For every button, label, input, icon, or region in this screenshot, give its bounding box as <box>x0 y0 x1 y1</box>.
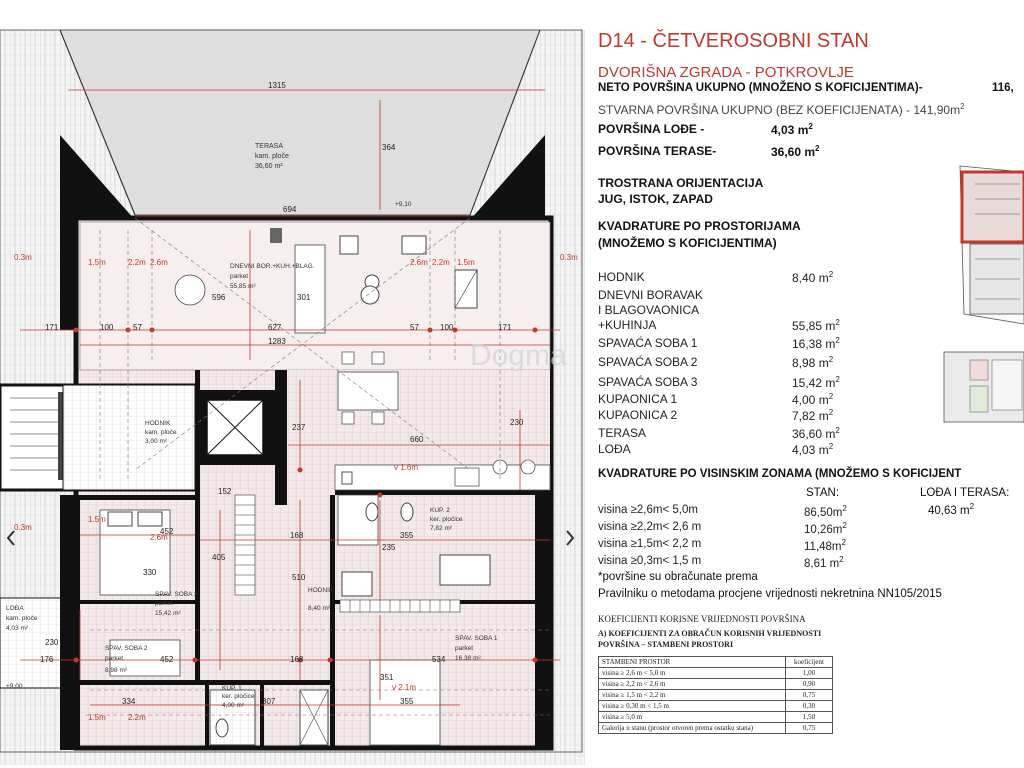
label-soba1: SPAV. SOBA 1 <box>455 635 498 642</box>
height-03c: 0.3m <box>14 523 32 532</box>
dim-351: 351 <box>380 673 394 682</box>
dim-57b: 57 <box>410 323 419 332</box>
room-row: TERASA 36,60 $m^2$ <box>598 426 840 441</box>
dim-235: 235 <box>382 543 396 552</box>
watermark: Dogma <box>470 339 567 372</box>
label-kup1-floor: ker. pločice <box>222 693 255 700</box>
dim-694: 694 <box>283 205 297 214</box>
room-row: SPAVAĆA SOBA 3 15,42 $m^2$ <box>598 375 840 390</box>
height-03b: 0.3m <box>560 253 578 262</box>
dim-171a: 171 <box>45 323 59 332</box>
table-row: visina ≥ 1,5 m < 2,2 m 0,75 <box>599 690 833 701</box>
dim-355b: 355 <box>400 697 414 706</box>
height-15a: 1.5m <box>88 258 106 267</box>
label-kup2: KUP. 2 <box>430 507 450 514</box>
dim-355a: 355 <box>400 531 414 540</box>
dim-405: 405 <box>212 553 226 562</box>
table-row: visina ≥ 5,0 m 1,50 <box>599 712 833 723</box>
key-plan-highlight <box>962 172 1024 242</box>
label-loda-area: 4,03 m² <box>6 625 29 632</box>
label-living-floor: parket <box>230 273 249 280</box>
terrace-value: 36,60 $m^2$ <box>771 144 820 159</box>
label-kup2-floor: ker. pločice <box>430 516 463 523</box>
height-26c: 2.6m <box>150 533 168 542</box>
dim-100b: 100 <box>440 323 454 332</box>
label-kup1-area: 4,00 m² <box>222 702 245 709</box>
label-soba3-floor: parket <box>155 600 174 607</box>
height-03a: 0.3m <box>14 253 32 262</box>
height-26b: 2.6m <box>410 258 428 267</box>
loggia-value: 4,03 $m^2$ <box>771 122 813 137</box>
label-loda-floor: kam. ploče <box>6 615 38 622</box>
dim-627: 627 <box>268 323 282 332</box>
dim-171b: 171 <box>498 323 512 332</box>
orientation-sides: JUG, ISTOK, ZAPAD <box>598 192 713 206</box>
rooms-heading-1: KVADRATURE PO PROSTORIJAMA <box>598 219 801 233</box>
loggia-label: POVRŠINA LOĐE - <box>598 122 705 136</box>
label-soba3-area: 15,42 m² <box>155 610 181 617</box>
label-loda: LOĐA <box>6 605 24 612</box>
dim-534: 534 <box>432 655 446 664</box>
label-terasa: TERASA <box>255 143 284 150</box>
dim-452a: 452 <box>160 527 174 536</box>
label-soba1-area: 16,38 m² <box>455 655 481 662</box>
rooms-heading-2: (MNOŽEMO S KOFICIJENTIMA) <box>598 236 777 250</box>
room-row: +KUHINJA 55,85 $m^2$ <box>598 318 840 333</box>
dim-510: 510 <box>292 573 306 582</box>
orientation-title: TROSTRANA ORIJENTACIJA <box>598 176 764 190</box>
label-soba1-floor: parket <box>455 645 474 652</box>
label-soba2-floor: parket <box>105 655 124 662</box>
dim-176: 176 <box>40 655 54 664</box>
dim-1315: 1315 <box>268 81 286 90</box>
table-row: visina ≥ 2,6 m < 5,0 m 1,00 <box>599 668 833 679</box>
height-15b: 1.5m <box>457 258 475 267</box>
terrace-label: POVRŠINA TERASE- <box>598 144 717 158</box>
label-hodnik1-area: 3,00 m² <box>145 438 168 445</box>
room-row: KUPAONICA 2 7,82 $m^2$ <box>598 408 834 423</box>
height-15c: 1.5m <box>88 515 106 524</box>
label-soba3: SPAV. SOBA 3 <box>155 591 198 598</box>
room-row: I BLAGOVAONICA <box>598 303 700 317</box>
zones-col-stan: STAN: <box>806 487 840 499</box>
room-row: DNEVNI BORAVAK <box>598 288 703 302</box>
label-hodnik2: HODNIK <box>308 587 334 594</box>
label-hodnik2-area: 8,40 m² <box>308 605 331 612</box>
label-soba2: SPAV. SOBA 2 <box>105 645 148 652</box>
coef-subtitle-1: A) KOEFICIJENTI ZA OBRAČUN KORISNIH VRIJEDNOSTI <box>598 629 822 638</box>
dim-100a: 100 <box>100 323 114 332</box>
coef-header-row: STAMBENI PROSTOR koeficijent <box>599 657 833 668</box>
height-22b: 2.2m <box>432 258 450 267</box>
height-26a: 2.6m <box>150 258 168 267</box>
dim-168b: 168 <box>290 655 304 664</box>
dim-168a: 168 <box>290 531 304 540</box>
table-row: visina ≥ 2,2 m < 2,6 m 0,90 <box>599 679 833 690</box>
building-subtitle: DVORIŠNA ZGRADA - POTKROVLJE <box>598 64 854 81</box>
dim-660: 660 <box>410 435 424 444</box>
dim-364: 364 <box>382 143 396 152</box>
coef-subtitle-2: POVRŠINA – STAMBENI PROSTORI <box>598 640 734 649</box>
label-elev1: +9,10 <box>395 201 412 208</box>
zone-row: visina ≥2,2m< 2,6 m $10,26m^2$ <box>598 521 847 536</box>
coef-title: KOEFICIJENTI KORISNE VRIJEDNOSTI POVRŠINA <box>598 614 806 624</box>
height-15d: 1.5m <box>88 713 106 722</box>
net-area-label: NETO POVRŠINA UKUPNO (MNOŽENO S KOFICIJENTIMA)- <box>598 82 923 94</box>
real-area: STVARNA POVRŠINA UKUPNO (BEZ KOEFICIJENATA) - $141,90m^2$ <box>598 102 965 117</box>
table-row: Galerija u stanu (prostor otvoren prema ostatku stana) 0,75 <box>599 723 833 734</box>
room-row: SPAVAĆA SOBA 1 16,38 $m^2$ <box>598 336 840 351</box>
label-soba2-area: 8,98 m² <box>105 667 128 674</box>
dim-596: 596 <box>212 293 226 302</box>
zone-row: visina ≥1,5m< 2,2 m $11,48m^2$ <box>598 538 846 553</box>
room-row: LOĐA 4,03 $m^2$ <box>598 442 834 457</box>
table-row: visina ≥ 0,30 m < 1,5 m 0,30 <box>599 701 833 712</box>
dim-334: 334 <box>122 697 136 706</box>
dim-230b: 230 <box>45 638 59 647</box>
label-living-area: 55,85 m² <box>230 283 256 290</box>
label-living: DNEVNI BOR.+KUH.+BLAG. <box>230 263 315 270</box>
dim-1283: 1283 <box>268 337 286 346</box>
dim-452b: 452 <box>160 655 174 664</box>
room-row: HODNIK 8,40 $m^2$ <box>598 270 834 285</box>
dim-230a: 230 <box>510 418 524 427</box>
coef-table <box>598 656 833 734</box>
zone-row: visina ≥0,3m< 1,5 m 8,61 $m^2$ <box>598 555 844 570</box>
label-terasa-area: 36,60 m² <box>255 163 283 170</box>
label-terasa-floor: kam. ploče <box>255 153 289 160</box>
zones-note-1: *površine su obračunate prema <box>598 571 758 583</box>
height-v21: v 2.1m <box>392 683 417 692</box>
label-elev2: +9,00 <box>6 683 23 690</box>
dim-57a: 57 <box>133 323 142 332</box>
net-area-value: 116, <box>992 82 1014 94</box>
dim-330: 330 <box>143 568 157 577</box>
dim-307: 307 <box>262 697 276 706</box>
info-panel <box>590 0 1024 768</box>
label-kup2-area: 7,82 m² <box>430 525 453 532</box>
unit-title: D14 - ČETVEROSOBNI STAN <box>598 30 869 52</box>
zones-col-loda: LOĐA I TERASA: <box>920 487 1010 499</box>
dim-237: 237 <box>292 423 306 432</box>
label-kup1: KUP. 1 <box>222 685 242 692</box>
zones-loda-value: 40,63 $m^2$ <box>928 502 975 517</box>
dim-152: 152 <box>218 487 232 496</box>
label-hodnik1: HODNIK <box>145 420 171 427</box>
zone-row: visina ≥2,6m< 5,0m $86,50m^2$ <box>598 504 847 519</box>
room-row: KUPAONICA 1 4,00 $m^2$ <box>598 392 834 407</box>
height-22a: 2.2m <box>128 258 146 267</box>
label-hodnik1-floor: kam. ploče <box>145 429 177 436</box>
room-row: SPAVAĆA SOBA 2 8,98 $m^2$ <box>598 355 834 370</box>
height-v16: v 1.6m <box>394 463 419 472</box>
height-22c: 2.2m <box>128 713 146 722</box>
zones-heading: KVADRATURE PO VISINSKIM ZONAMA (MNOŽEMO S KOFICIJENT <box>598 468 962 480</box>
dim-301: 301 <box>297 293 311 302</box>
zones-note-2: Pravilniku o metodama procjene vrijednosti nekretnina NN105/2015 <box>598 588 942 600</box>
key-plan <box>940 164 1024 464</box>
